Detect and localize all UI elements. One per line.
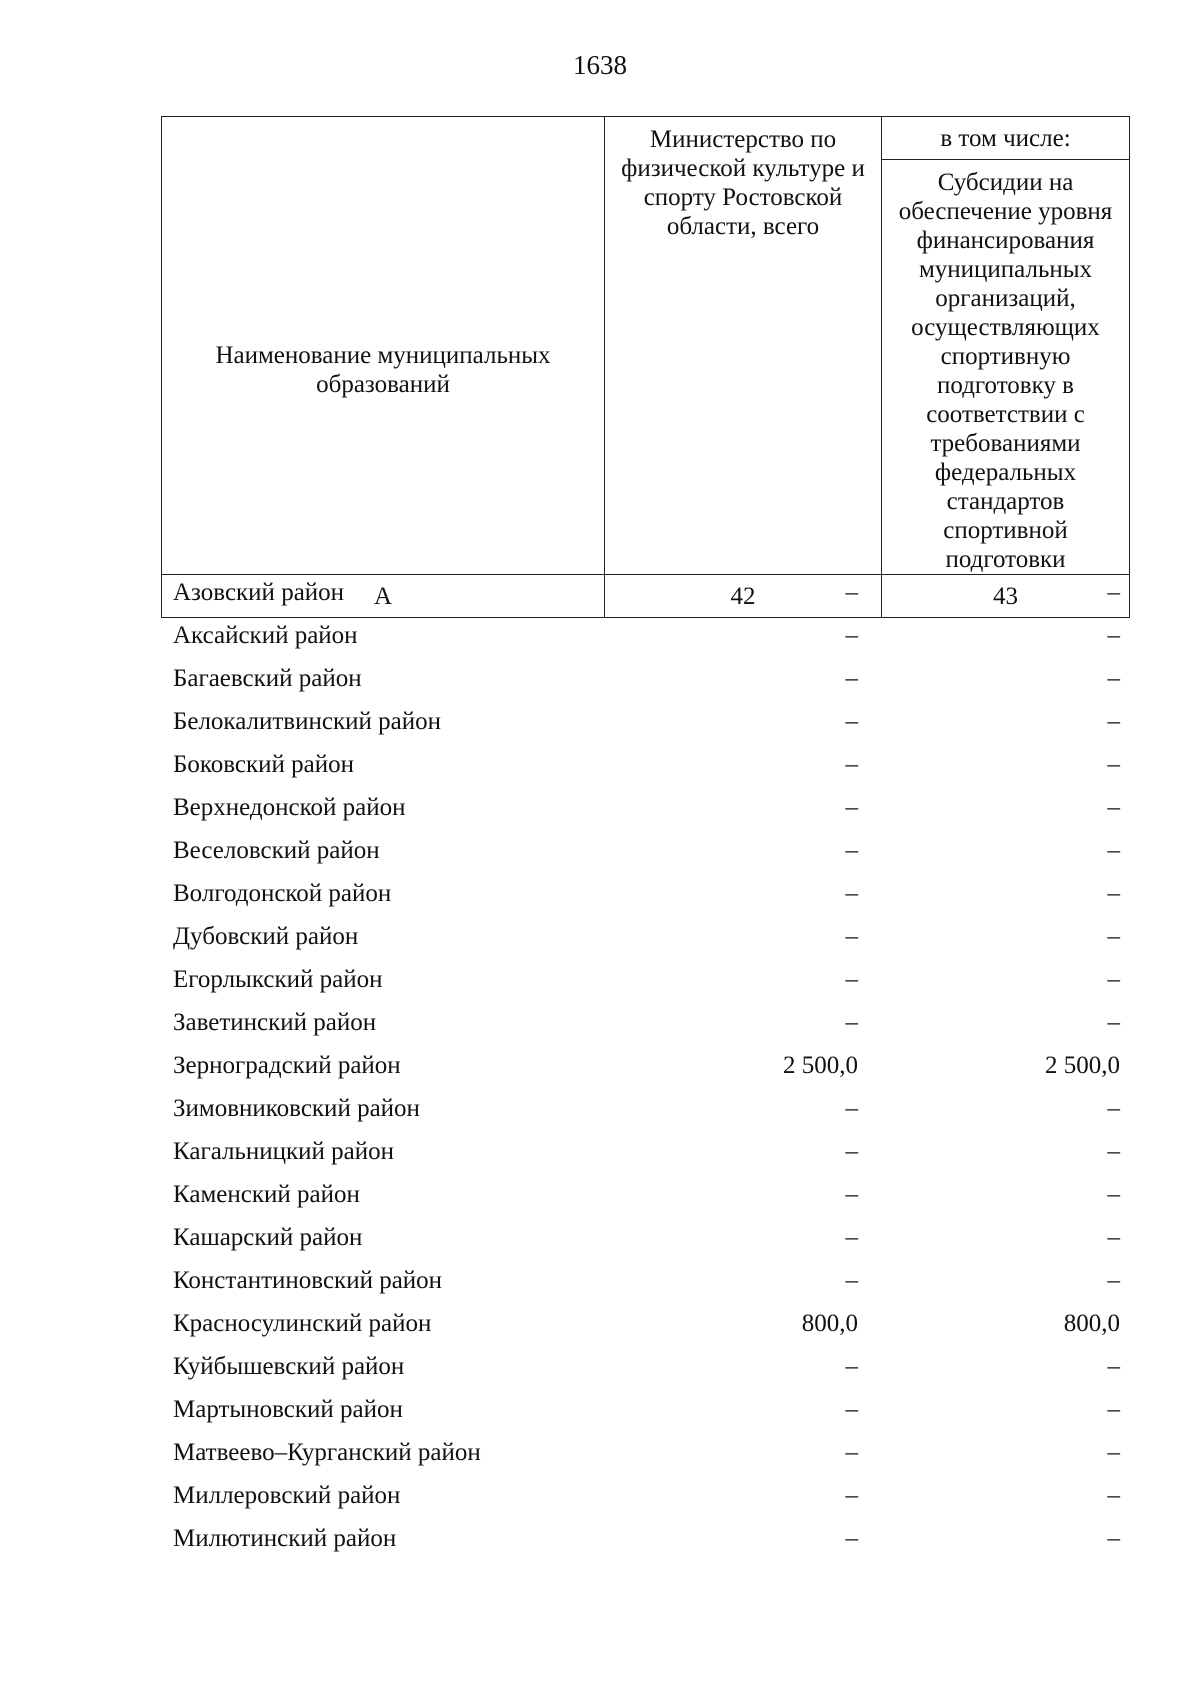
table-body bbox=[161, 571, 1130, 1560]
municipality-name: Верхнедонской район bbox=[173, 794, 406, 821]
subsidy-value: – bbox=[1107, 1525, 1120, 1552]
ministry-total-value: – bbox=[845, 1181, 858, 1208]
municipality-name: Константиновский район bbox=[173, 1267, 443, 1294]
ministry-total-value: 800,0 bbox=[801, 1310, 858, 1337]
municipality-name: Заветинский район bbox=[173, 1009, 377, 1036]
ministry-total-value: – bbox=[845, 1224, 858, 1251]
column-number-43: 43 bbox=[882, 575, 1130, 618]
table-row bbox=[161, 1302, 1130, 1345]
municipality-name: Егорлыкский район bbox=[173, 966, 383, 993]
municipality-name: Азовский район bbox=[173, 579, 345, 606]
ministry-total-value: – bbox=[845, 708, 858, 735]
table-row bbox=[161, 829, 1130, 872]
table-row bbox=[161, 657, 1130, 700]
subsidy-value: – bbox=[1107, 837, 1120, 864]
municipality-name: Миллеровский район bbox=[173, 1482, 401, 1509]
municipality-name: Дубовский район bbox=[173, 923, 359, 950]
subsidy-value: – bbox=[1107, 966, 1120, 993]
ministry-total-value: – bbox=[845, 1439, 858, 1466]
table-row bbox=[161, 872, 1130, 915]
subsidy-value: – bbox=[1107, 751, 1120, 778]
municipality-name: Куйбышевский район bbox=[173, 1353, 405, 1380]
header-ministry-column: Министерство по физической культуре и спорту Ростовской области, всего bbox=[605, 117, 882, 575]
table-row bbox=[161, 1259, 1130, 1302]
ministry-total-value: – bbox=[845, 1353, 858, 1380]
subsidy-value: – bbox=[1107, 1224, 1120, 1251]
table-row bbox=[161, 743, 1130, 786]
municipality-name: Кагальницкий район bbox=[173, 1138, 395, 1165]
ministry-total-value: – bbox=[845, 622, 858, 649]
header-subsidy-column: Субсидии на обеспечение уровня финансирования муниципальных организаций, осуществляющих спортивную подготовку в соответствии с требованиями федеральных стандартов спортивной подготовки bbox=[882, 160, 1130, 575]
table-row bbox=[161, 958, 1130, 1001]
ministry-total-value: – bbox=[845, 1138, 858, 1165]
municipality-name: Матвеево–Курганский район bbox=[173, 1439, 481, 1466]
table-row bbox=[161, 700, 1130, 743]
ministry-total-value: – bbox=[845, 1267, 858, 1294]
page-number: 1638 bbox=[573, 50, 627, 80]
municipality-name: Аксайский район bbox=[173, 622, 358, 649]
ministry-total-value: – bbox=[845, 665, 858, 692]
municipality-name: Зерноградский район bbox=[173, 1052, 401, 1079]
ministry-total-value: – bbox=[845, 1525, 858, 1552]
ministry-total-value: – bbox=[845, 1482, 858, 1509]
ministry-total-value: – bbox=[845, 880, 858, 907]
subsidy-value: – bbox=[1107, 1482, 1120, 1509]
municipality-name: Веселовский район bbox=[173, 837, 380, 864]
subsidy-value: – bbox=[1107, 1009, 1120, 1036]
table-row bbox=[161, 1474, 1130, 1517]
ministry-total-value: – bbox=[845, 837, 858, 864]
subsidy-value: – bbox=[1107, 1267, 1120, 1294]
municipality-name: Белокалитвинский район bbox=[173, 708, 441, 735]
header-including: в том числе: bbox=[882, 117, 1130, 160]
table-row bbox=[161, 614, 1130, 657]
municipality-name: Мартыновский район bbox=[173, 1396, 403, 1423]
subsidy-value: – bbox=[1107, 880, 1120, 907]
ministry-total-value: 2 500,0 bbox=[783, 1052, 858, 1079]
subsidy-value: – bbox=[1107, 923, 1120, 950]
municipality-name: Багаевский район bbox=[173, 665, 362, 692]
ministry-total-value: – bbox=[845, 1396, 858, 1423]
table-row bbox=[161, 571, 1130, 614]
column-number-a: А bbox=[162, 575, 605, 618]
ministry-total-value: – bbox=[845, 966, 858, 993]
municipality-name: Волгодонской район bbox=[173, 880, 392, 907]
table-row bbox=[161, 1388, 1130, 1431]
subsidy-value: – bbox=[1107, 708, 1120, 735]
subsidy-value: – bbox=[1107, 665, 1120, 692]
subsidy-value: – bbox=[1107, 1181, 1120, 1208]
municipality-name: Красносулинский район bbox=[173, 1310, 432, 1337]
table-row bbox=[161, 1517, 1130, 1560]
table-row bbox=[161, 915, 1130, 958]
ministry-total-value: – bbox=[845, 751, 858, 778]
municipality-name: Боковский район bbox=[173, 751, 354, 778]
table-row bbox=[161, 1173, 1130, 1216]
table-row bbox=[161, 1087, 1130, 1130]
subsidy-value: 2 500,0 bbox=[1045, 1052, 1120, 1079]
subsidy-value: – bbox=[1107, 1095, 1120, 1122]
table-row bbox=[161, 1216, 1130, 1259]
subsidy-value: 800,0 bbox=[1063, 1310, 1120, 1337]
subsidy-value: – bbox=[1107, 1439, 1120, 1466]
subsidy-value: – bbox=[1107, 1353, 1120, 1380]
table-row bbox=[161, 786, 1130, 829]
subsidy-value: – bbox=[1107, 1138, 1120, 1165]
table-row bbox=[161, 1345, 1130, 1388]
ministry-total-value: – bbox=[845, 1009, 858, 1036]
table-row bbox=[161, 1001, 1130, 1044]
column-number-42: 42 bbox=[605, 575, 882, 618]
municipality-name: Каменский район bbox=[173, 1181, 360, 1208]
table-row bbox=[161, 1044, 1130, 1087]
municipality-name: Кашарский район bbox=[173, 1224, 363, 1251]
subsidy-value: – bbox=[1107, 794, 1120, 821]
ministry-total-value: – bbox=[845, 579, 858, 606]
table-row bbox=[161, 1431, 1130, 1474]
subsidy-value: – bbox=[1107, 579, 1120, 606]
municipality-name: Зимовниковский район bbox=[173, 1095, 420, 1122]
ministry-total-value: – bbox=[845, 923, 858, 950]
header-name-column: Наименование муниципальных образований bbox=[162, 117, 605, 575]
municipality-name: Милютинский район bbox=[173, 1525, 397, 1552]
subsidy-value: – bbox=[1107, 622, 1120, 649]
ministry-total-value: – bbox=[845, 794, 858, 821]
table-header bbox=[161, 116, 1130, 618]
ministry-total-value: – bbox=[845, 1095, 858, 1122]
subsidy-value: – bbox=[1107, 1396, 1120, 1423]
table-row bbox=[161, 1130, 1130, 1173]
